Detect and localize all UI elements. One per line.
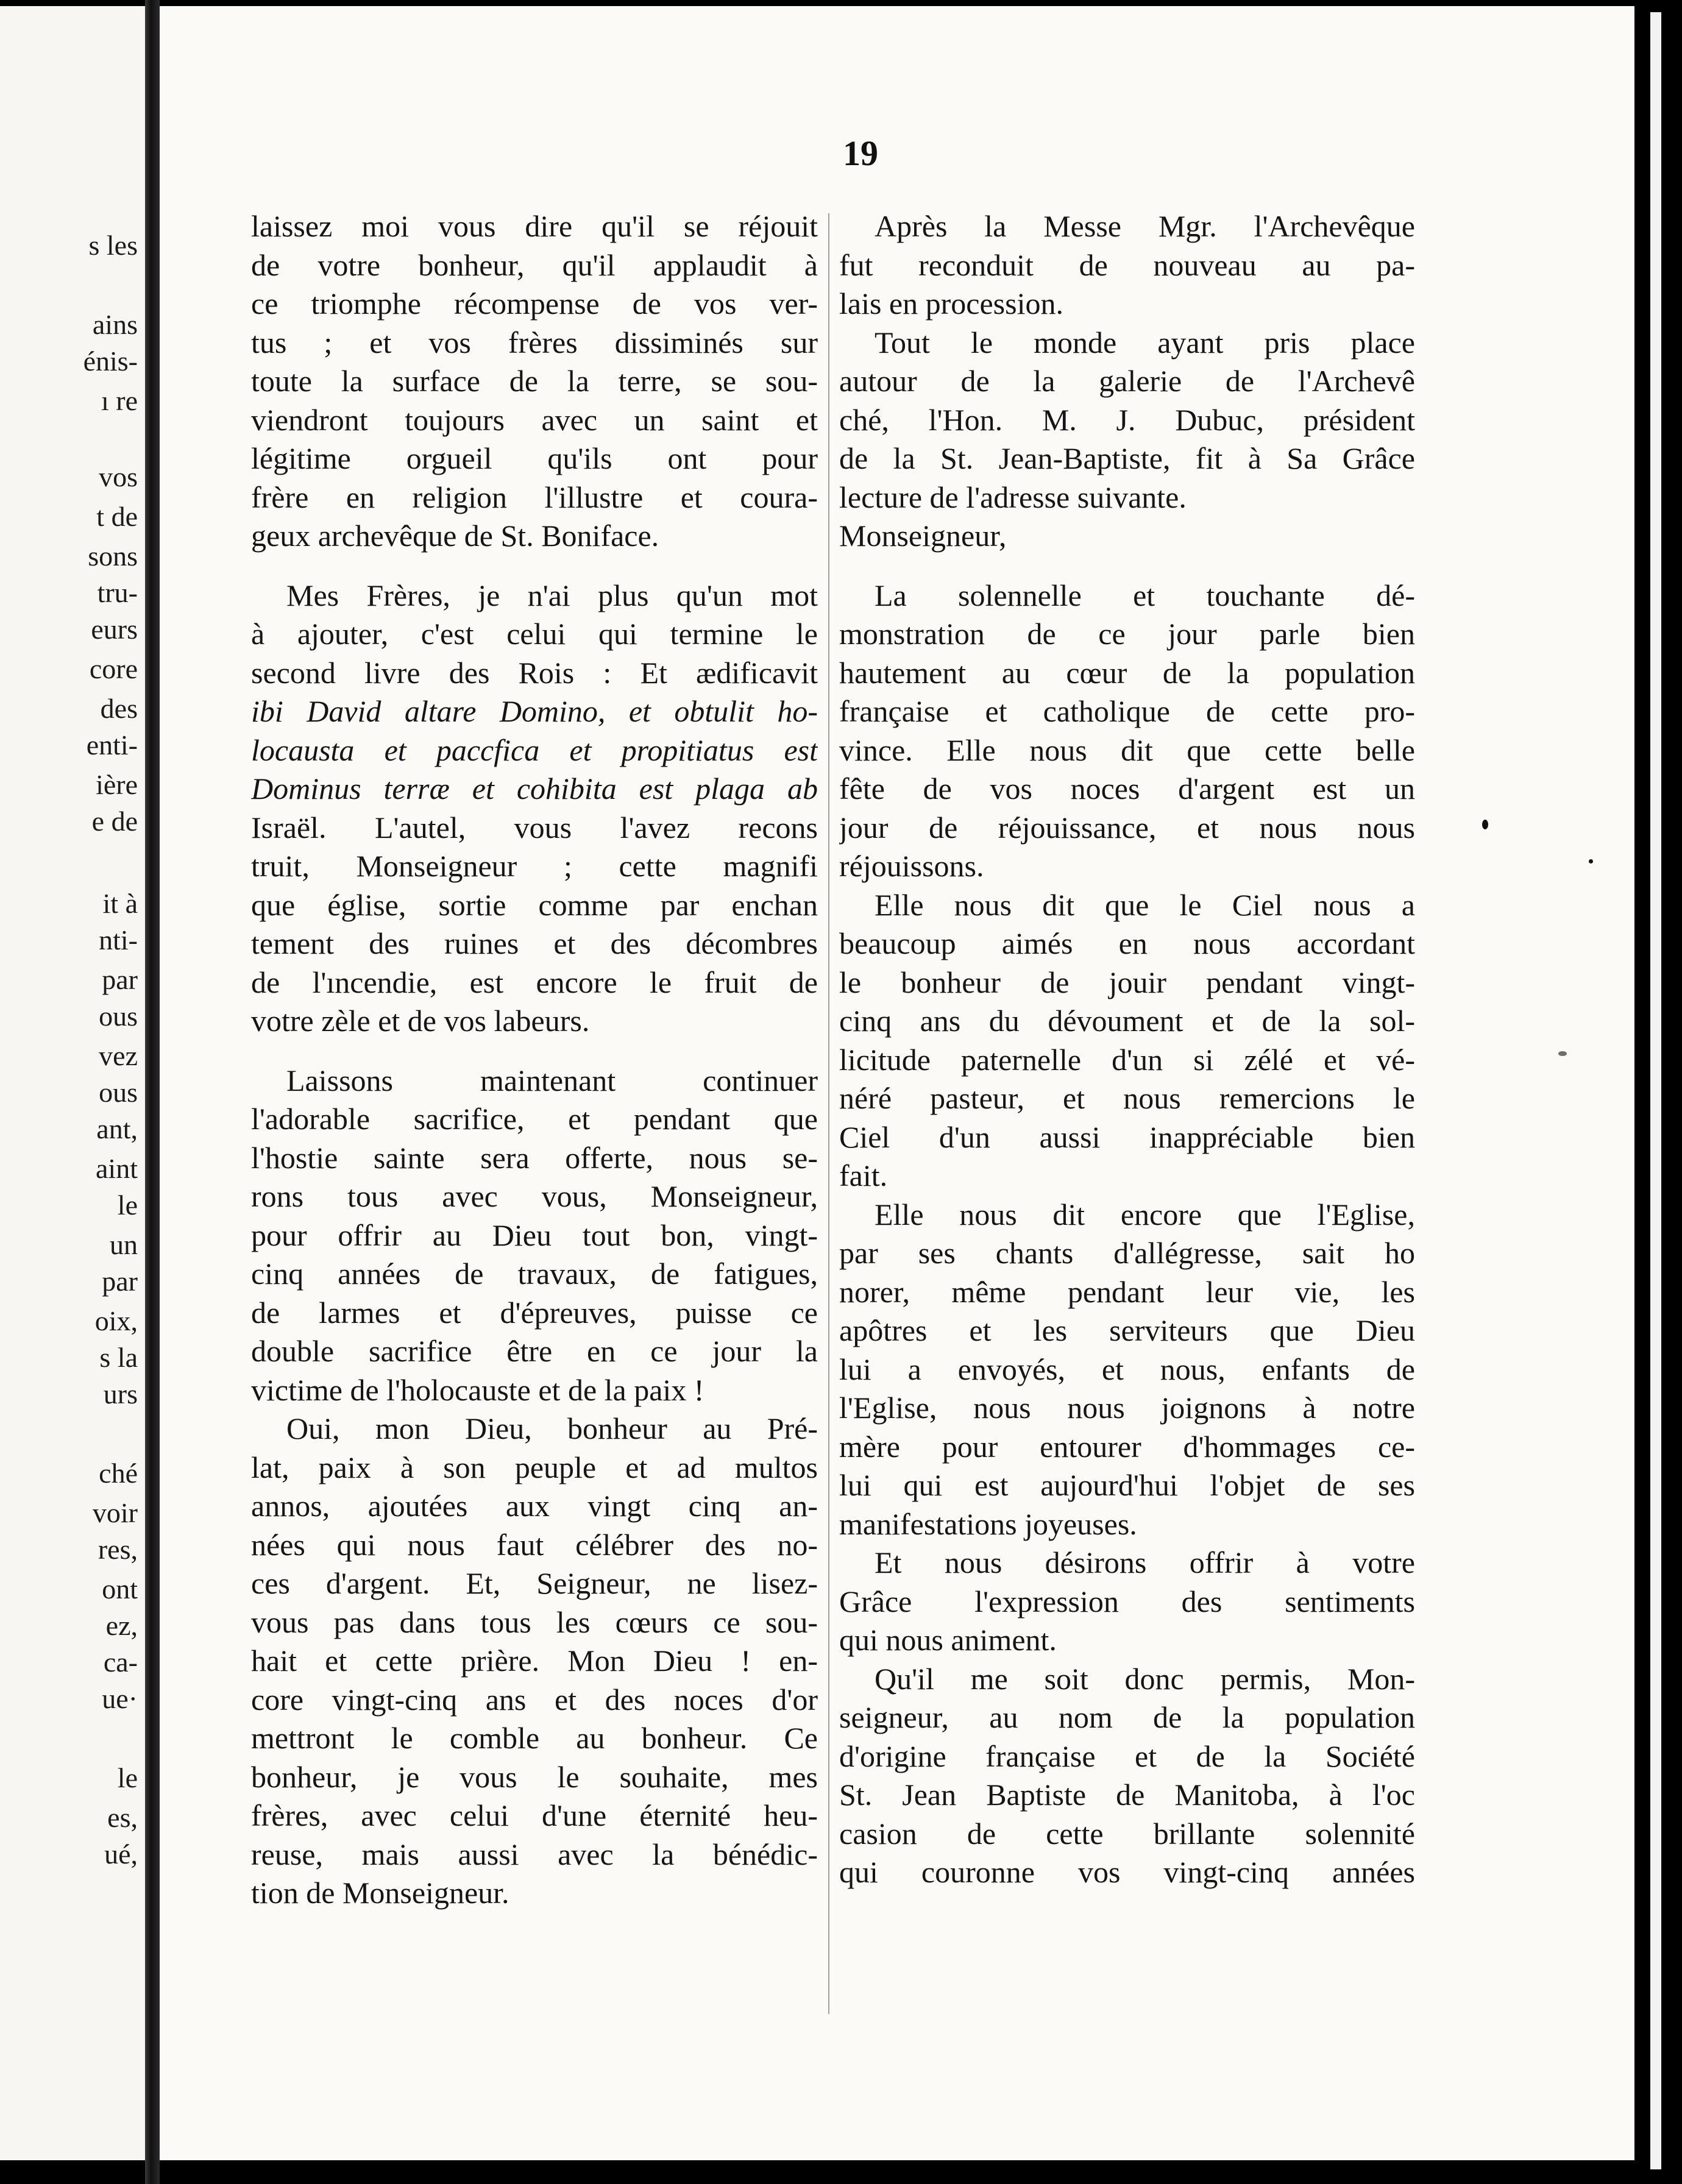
page bbox=[160, 6, 1634, 2160]
text-line: ibi David altare Domino, et obtulit ho- bbox=[251, 694, 818, 728]
text-line: locausta et paccfica et propitiatus est bbox=[251, 732, 818, 767]
text-line: ché, l'Hon. M. J. Dubuc, président bbox=[839, 402, 1415, 437]
text-line: licitude paternelle d'un si zélé et vé- bbox=[839, 1042, 1415, 1077]
text-line: mettront le comble au bonheur. Ce bbox=[251, 1721, 818, 1755]
text-line: Laissons maintenant continuer bbox=[286, 1063, 818, 1097]
page-fragment-text: ant, bbox=[96, 1113, 138, 1144]
text-line: l'Eglise, nous nous joignons à notre bbox=[839, 1391, 1415, 1425]
page-fragment-text: ains bbox=[92, 309, 138, 340]
page-fragment-text: ière bbox=[96, 769, 138, 800]
text-line: par ses chants d'allégresse, sait ho bbox=[839, 1236, 1415, 1270]
text-line: hait et cette prière. Mon Dieu ! en- bbox=[251, 1643, 818, 1678]
text-line: frères, avec celui d'une éternité heu- bbox=[251, 1798, 818, 1832]
text-line: laissez moi vous dire qu'il se réjouit bbox=[251, 209, 818, 243]
text-line: Dominus terræ et cohibita est plaga ab bbox=[251, 771, 818, 806]
text-line: le bonheur de jouir pendant vingt- bbox=[839, 965, 1415, 999]
page-fragment-text: le bbox=[117, 1190, 138, 1221]
text-line: pour offrir au Dieu tout bon, vingt- bbox=[251, 1218, 818, 1252]
page-fragment-text: énis- bbox=[83, 346, 138, 377]
page-fragment-text: s la bbox=[99, 1342, 138, 1373]
text-line: que église, sortie comme par enchan bbox=[251, 887, 818, 922]
page-fragment-text: ous bbox=[99, 1001, 138, 1032]
text-line: manifestations joyeuses. bbox=[839, 1506, 1137, 1541]
ink-speck bbox=[1589, 859, 1593, 863]
text-line: Tout le monde ayant pris place bbox=[875, 325, 1415, 360]
book-gutter bbox=[145, 0, 160, 2184]
previous-page-fragment bbox=[0, 6, 145, 2160]
text-line: Et nous désirons offrir à votre bbox=[875, 1545, 1415, 1580]
page-fragment-text: urs bbox=[103, 1378, 138, 1409]
page-fragment-text: ché bbox=[99, 1458, 138, 1489]
page-fragment-text: oix, bbox=[94, 1305, 138, 1336]
page-fragment-text: ué, bbox=[104, 1838, 138, 1870]
right-text-column bbox=[839, 207, 1415, 1892]
text-line: second livre des Rois : Et ædificavit bbox=[251, 655, 818, 690]
text-line: lui a envoyés, et nous, enfants de bbox=[839, 1352, 1415, 1386]
text-line: core vingt-cinq ans et des noces d'or bbox=[251, 1682, 818, 1717]
text-line: tement des ruines et des décombres bbox=[251, 926, 818, 960]
text-line: lui qui est aujourd'hui l'objet de ses bbox=[839, 1468, 1415, 1502]
page-fragment-text: aint bbox=[96, 1153, 138, 1184]
page-fragment-text: vez bbox=[99, 1040, 138, 1071]
text-line: Après la Messe Mgr. l'Archevêque bbox=[875, 209, 1415, 243]
text-line: qui nous animent. bbox=[839, 1623, 1057, 1657]
text-line: de votre bonheur, qu'il applaudit à bbox=[251, 247, 818, 282]
text-line: cinq années de travaux, de fatigues, bbox=[251, 1257, 818, 1291]
text-line: ce triomphe récompense de vos ver- bbox=[251, 286, 818, 321]
page-fragment-text: vos bbox=[99, 461, 138, 492]
text-line: norer, même pendant leur vie, les bbox=[839, 1274, 1415, 1309]
page-fragment-text: des bbox=[100, 693, 138, 724]
page-fragment-text: e de bbox=[91, 806, 138, 837]
page-fragment-text: ez, bbox=[105, 1610, 138, 1641]
text-line: fait. bbox=[839, 1158, 888, 1193]
text-line: tus ; et vos frères dissiminés sur bbox=[251, 325, 818, 360]
page-fragment-text: s les bbox=[88, 230, 138, 261]
page-fragment-text: enti- bbox=[86, 729, 138, 760]
left-text-column bbox=[251, 207, 818, 1913]
text-line: double sacrifice être en ce jour la bbox=[251, 1334, 818, 1368]
text-line: de la St. Jean-Baptiste, fit à Sa Grâce bbox=[839, 441, 1415, 475]
text-line: St. Jean Baptiste de Manitoba, à l'oc bbox=[839, 1778, 1415, 1812]
text-line: légitime orgueil qu'ils ont pour bbox=[251, 441, 818, 475]
text-line: votre zèle et de vos labeurs. bbox=[251, 1004, 590, 1038]
text-line: annos, ajoutées aux vingt cinq an- bbox=[251, 1489, 818, 1523]
text-line: à ajouter, c'est celui qui termine le bbox=[251, 617, 818, 651]
page-fragment-text: res, bbox=[98, 1534, 138, 1565]
page-fragment-text: t de bbox=[96, 501, 138, 532]
page-fragment-text: un bbox=[110, 1229, 138, 1260]
text-line: Qu'il me soit donc permis, Mon- bbox=[875, 1661, 1415, 1696]
text-line: La solennelle et touchante dé- bbox=[875, 578, 1415, 612]
text-line: l'hostie sainte sera offerte, nous se- bbox=[251, 1140, 818, 1175]
text-line: réjouissons. bbox=[839, 849, 984, 883]
page-fragment-text: ue· bbox=[102, 1683, 138, 1714]
text-line: Monseigneur, bbox=[839, 519, 1007, 553]
text-line: Elle nous dit encore que l'Eglise, bbox=[875, 1197, 1415, 1232]
page-fragment-text: voir bbox=[92, 1497, 138, 1528]
text-line: française et catholique de cette pro- bbox=[839, 694, 1415, 728]
text-line: de l'ıncendie, est encore le fruit de bbox=[251, 965, 818, 999]
text-line: lais en procession. bbox=[839, 286, 1063, 321]
text-line: Oui, mon Dieu, bonheur au Pré- bbox=[286, 1411, 818, 1445]
text-line: lecture de l'adresse suivante. bbox=[839, 480, 1187, 514]
text-line: hautement au cœur de la population bbox=[839, 655, 1415, 690]
text-line: monstration de ce jour parle bien bbox=[839, 617, 1415, 651]
text-line: d'origine française et de la Société bbox=[839, 1739, 1415, 1773]
page-edge-strip bbox=[1650, 12, 1661, 2169]
text-line: Mes Frères, je n'ai plus qu'un mot bbox=[286, 578, 818, 612]
page-fragment-text: tru- bbox=[97, 577, 138, 608]
text-line: autour de la galerie de l'Archevê bbox=[839, 364, 1415, 398]
text-line: de larmes et d'épreuves, puisse ce bbox=[251, 1295, 818, 1330]
text-line: ces d'argent. Et, Seigneur, ne lisez- bbox=[251, 1566, 818, 1600]
text-line: vous pas dans tous les cœurs ce sou- bbox=[251, 1604, 818, 1639]
text-line: apôtres et les serviteurs que Dieu bbox=[839, 1313, 1415, 1347]
text-line: frère en religion l'illustre et coura- bbox=[251, 480, 818, 514]
text-line: vince. Elle nous dit que cette belle bbox=[839, 732, 1415, 767]
text-line: néré pasteur, et nous remercions le bbox=[839, 1081, 1415, 1115]
text-line: toute la surface de la terre, se sou- bbox=[251, 364, 818, 398]
text-line: lat, paix à son peuple et ad multos bbox=[251, 1450, 818, 1484]
page-fragment-text: core bbox=[89, 653, 138, 684]
text-line: rons tous avec vous, Monseigneur, bbox=[251, 1179, 818, 1213]
page-fragment-text: ca- bbox=[103, 1647, 138, 1678]
page-number: 19 bbox=[843, 133, 878, 173]
text-line: jour de réjouissance, et nous nous bbox=[839, 810, 1415, 845]
text-line: seigneur, au nom de la population bbox=[839, 1700, 1415, 1734]
text-line: Israël. L'autel, vous l'avez recons bbox=[251, 810, 818, 845]
text-line: Ciel d'un aussi inappréciable bien bbox=[839, 1119, 1415, 1154]
page-fragment-text: ont bbox=[102, 1573, 138, 1604]
text-line: beaucoup aimés en nous accordant bbox=[839, 926, 1415, 960]
right-page-edge bbox=[1634, 0, 1682, 2184]
text-line: nées qui nous faut célébrer des no- bbox=[251, 1527, 818, 1562]
page-fragment-text: par bbox=[102, 1266, 138, 1297]
column-divider bbox=[828, 213, 829, 2014]
text-line: viendront toujours avec un saint et bbox=[251, 402, 818, 437]
page-fragment-text: le bbox=[117, 1762, 138, 1793]
text-line: geux archevêque de St. Boniface. bbox=[251, 519, 659, 553]
page-fragment-text: par bbox=[102, 964, 138, 995]
text-line: Grâce l'expression des sentiments bbox=[839, 1584, 1415, 1618]
text-line: cinq ans du dévoument et de la sol- bbox=[839, 1004, 1415, 1038]
page-fragment-text: sons bbox=[88, 541, 138, 572]
text-line: mère pour entourer d'hommages ce- bbox=[839, 1429, 1415, 1464]
text-line: fête de vos noces d'argent est un bbox=[839, 771, 1415, 806]
text-line: qui couronne vos vingt-cinq années bbox=[839, 1855, 1415, 1889]
text-line: Elle nous dit que le Ciel nous a bbox=[875, 887, 1415, 922]
page-fragment-text: it à bbox=[102, 888, 138, 919]
text-line: l'adorable sacrifice, et pendant que bbox=[251, 1102, 818, 1136]
text-line: fut reconduit de nouveau au pa- bbox=[839, 247, 1415, 282]
ink-speck bbox=[1558, 1051, 1567, 1056]
text-line: victime de l'holocauste et de la paix ! bbox=[251, 1372, 704, 1407]
text-line: bonheur, je vous le souhaite, mes bbox=[251, 1759, 818, 1794]
page-fragment-text: ous bbox=[99, 1077, 138, 1108]
ink-speck bbox=[1482, 820, 1488, 829]
page-fragment-text: eurs bbox=[91, 614, 138, 645]
text-line: casion de cette brillante solennité bbox=[839, 1816, 1415, 1851]
text-line: reuse, mais aussi avec la bénédic- bbox=[251, 1837, 818, 1871]
page-fragment-text: nti- bbox=[99, 924, 138, 956]
page-fragment-text: ı re bbox=[101, 385, 138, 416]
text-line: tion de Monseigneur. bbox=[251, 1876, 509, 1910]
page-fragment-text: es, bbox=[107, 1802, 138, 1833]
text-line: truit, Monseigneur ; cette magnifi bbox=[251, 849, 818, 883]
